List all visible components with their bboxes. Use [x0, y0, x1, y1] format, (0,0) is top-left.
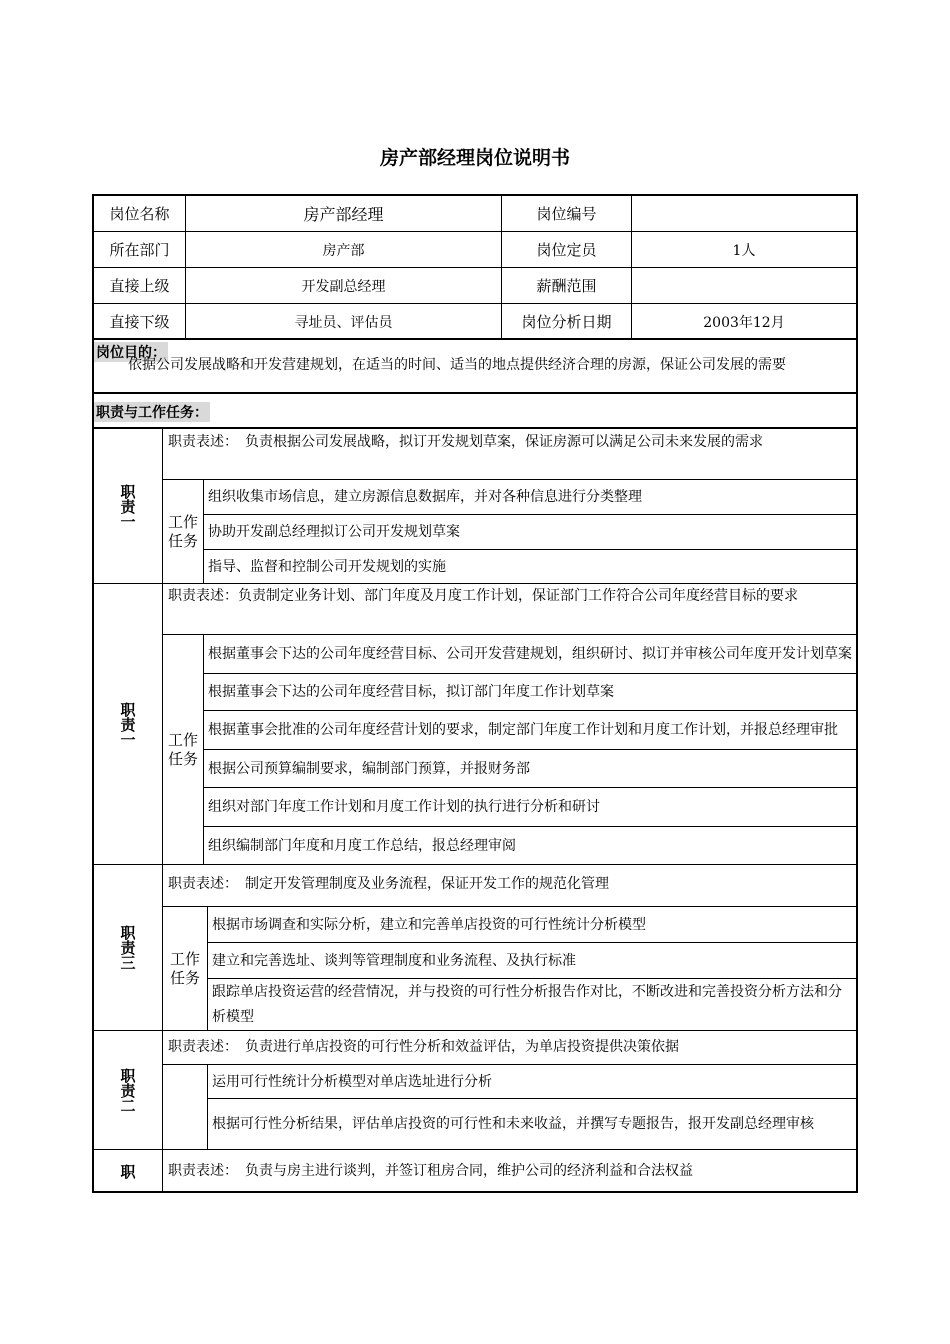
value-department: 房产部: [322, 242, 365, 259]
duty-1-task: 组织收集市场信息，建立房源信息数据库，并对各种信息进行分类整理: [208, 489, 642, 505]
duty-3-description: 职责表述： 制定开发管理制度及业务流程，保证开发工作的规范化管理: [168, 876, 609, 892]
grid-line: [94, 392, 856, 394]
grid-line: [94, 427, 856, 429]
duty-1-task-label: 工作任务: [167, 512, 198, 550]
label-salary-range: 薪酬范围: [536, 277, 597, 295]
label-supervisor: 直接上级: [109, 277, 170, 295]
document-title: 房产部经理岗位说明书: [379, 147, 570, 169]
label-headcount: 岗位定员: [536, 241, 597, 259]
value-subordinates: 寻址员、评估员: [294, 314, 393, 331]
label-analysis-date: 岗位分析日期: [521, 313, 612, 331]
duty-5-name: 职: [120, 1163, 136, 1181]
duty-2-name: 职责一: [118, 701, 137, 747]
duty-1-name: 职责一: [118, 483, 137, 529]
label-position-code: 岗位编号: [536, 205, 597, 223]
label-position-name: 岗位名称: [109, 205, 170, 223]
duty-4-description: 职责表述： 负责进行单店投资的可行性分析和效益评估，为单店投资提供决策依据: [168, 1039, 679, 1055]
grid-line: [94, 864, 856, 865]
purpose-text: 依据公司发展战略和开发营建规划，在适当的时间、适当的地点提供经济合理的房源，保证公司发展的需要: [128, 357, 786, 373]
duty-2-task: 根据董事会下达的公司年度经营目标、公司开发营建规划，组织研讨、拟订并审核公司年度开发计划草案: [208, 646, 852, 662]
duty-1-description: 职责表述： 负责根据公司发展战略，拟订开发规划草案，保证房源可以满足公司未来发展的需求: [168, 434, 763, 450]
duty-1-task: 协助开发副总经理拟订公司开发规划草案: [208, 524, 460, 540]
value-analysis-date: 2003年12月: [703, 314, 785, 331]
duty-4-name: 职责二: [118, 1067, 137, 1113]
duty-2-task: 组织对部门年度工作计划和月度工作计划的执行进行分析和研讨: [208, 799, 600, 815]
duty-4-task-label: [163, 1065, 207, 1149]
grid-line: [94, 1149, 856, 1150]
duty-4-task: 运用可行性统计分析模型对单店选址进行分析: [212, 1073, 492, 1090]
value-headcount: 1人: [732, 242, 756, 259]
duty-3-name: 职责三: [118, 925, 137, 970]
duty-2-task: 根据董事会下达的公司年度经营目标，拟订部门年度工作计划草案: [208, 684, 614, 700]
duty-2-task: 根据董事会批准的公司年度经营计划的要求，制定部门年度工作计划和月度工作计划，并报总经理审批: [208, 722, 838, 738]
duties-heading: 职责与工作任务：: [94, 402, 210, 422]
purpose-heading: 岗位目的：: [94, 342, 168, 362]
duty-2-task-label: 工作任务: [167, 730, 198, 768]
label-subordinates: 直接下级: [109, 313, 170, 331]
job-description-table: [92, 194, 858, 1193]
duty-3-task: 建立和完善选址、谈判等管理制度和业务流程、及执行标准: [212, 952, 576, 969]
duty-3-task: 跟踪单店投资运营的经营情况，并与投资的可行性分析报告作对比，不断改进和完善投资分析方法和分析模型: [212, 983, 842, 1025]
value-position-code: [632, 196, 856, 231]
duty-1-task: 指导、监督和控制公司开发规划的实施: [208, 558, 446, 575]
label-department: 所在部门: [109, 241, 170, 259]
duty-5-description: 职责表述： 负责与房主进行谈判，并签订租房合同，维护公司的经济利益和合法权益: [168, 1163, 693, 1179]
duty-2-task: 组织编制部门年度和月度工作总结，报总经理审阅: [208, 837, 516, 854]
value-supervisor: 开发副总经理: [301, 278, 386, 295]
duty-2-description: 职责表述：负责制定业务计划、部门年度及月度工作计划，保证部门工作符合公司年度经营目标的要求: [168, 588, 798, 604]
value-salary-range: [632, 268, 856, 303]
duty-3-task-label: 工作任务: [169, 949, 200, 987]
duty-2-task: 根据公司预算编制要求，编制部门预算，并报财务部: [208, 760, 530, 777]
duty-3-task: 根据市场调查和实际分析，建立和完善单店投资的可行性统计分析模型: [212, 916, 646, 933]
value-position-name: 房产部经理: [303, 205, 384, 224]
grid-line: [94, 1030, 856, 1031]
duty-4-task: 根据可行性分析结果，评估单店投资的可行性和未来收益，并撰写专题报告，报开发副总经理审核: [212, 1115, 814, 1132]
